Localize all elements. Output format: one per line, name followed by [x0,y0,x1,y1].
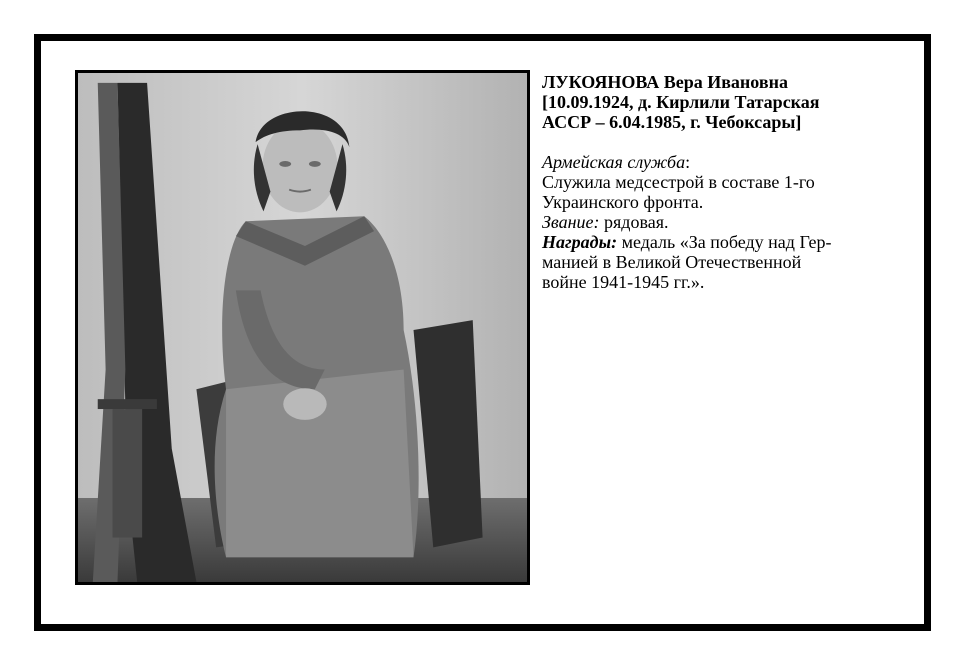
person-dates-line-1: [10.09.1924, д. Кирлили Татарская [542,92,820,112]
rank-label: Звание: [542,212,600,232]
rank-value: рядовая. [599,212,669,232]
service-text-line-2: Украинского фронта. [542,192,704,212]
portrait-photo-image [78,73,527,582]
service-heading-colon: : [685,152,691,172]
service-heading-line [542,152,892,172]
service-text-line-1: Служила медсестрой в составе 1-го [542,172,815,192]
rank-line [542,212,892,232]
person-name: ЛУКОЯНОВА Вера Ивановна [542,72,788,92]
biography-text [542,72,892,292]
service-section [542,152,892,292]
awards-text-1: медаль «За победу над Гер- [617,232,832,252]
awards-line-3: войне 1941-1945 гг.». [542,272,705,292]
person-header [542,72,892,132]
awards-line-2: манией в Великой Отечественной [542,252,802,272]
awards-line-1 [542,232,892,252]
portrait-photo [75,70,530,585]
awards-label: Награды: [542,232,618,252]
person-dates-line-2: АССР – 6.04.1985, г. Чебоксары] [542,112,802,132]
service-heading: Армейская служба [542,152,686,172]
